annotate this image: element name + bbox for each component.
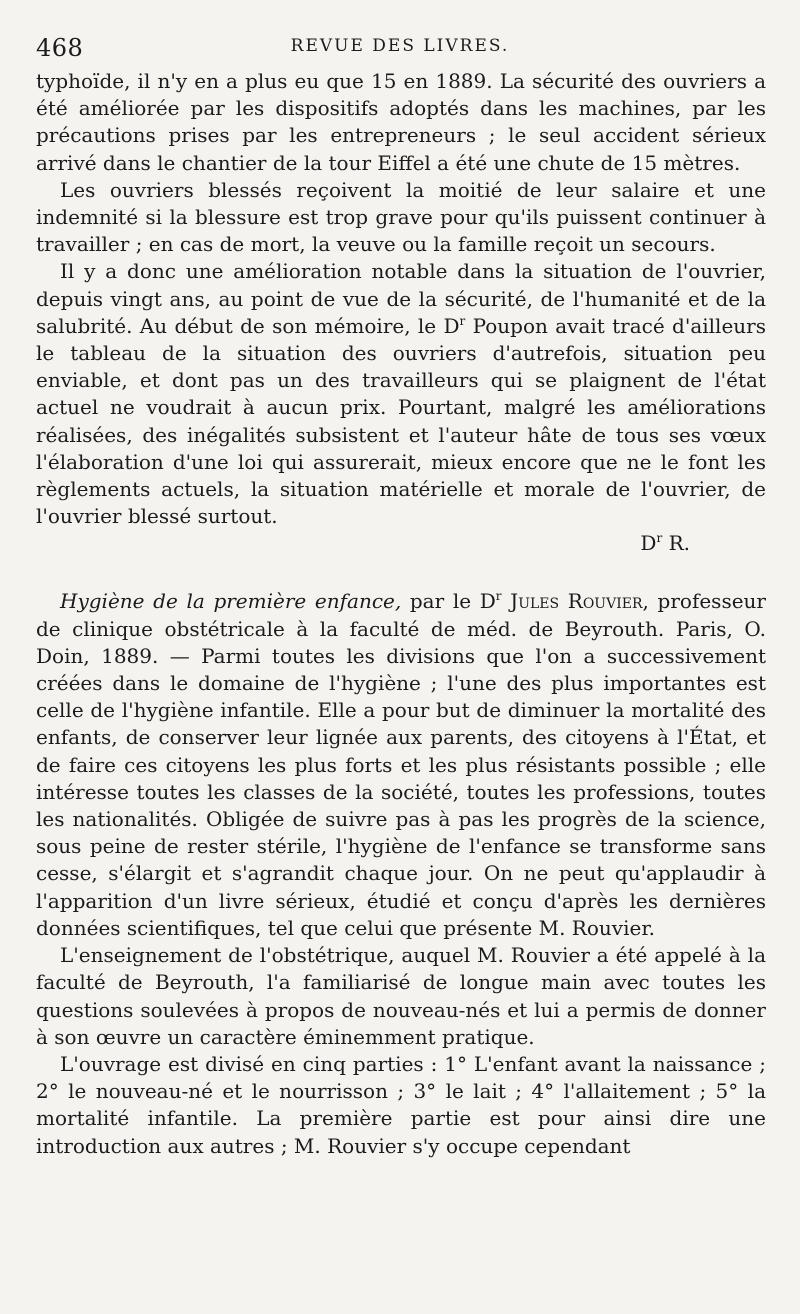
- review2-paragraph-3: L'ouvrage est divisé en cinq parties : 1° L'enfant avant la naissance ; 2° le nouveau-né et le nourrisson ; 3° le lait ; 4° l'allaitement ; 5° la mortalité infantile. La première partie est pour ainsi dire une introduction aux autres ; M. Rouvier s'y occupe cependant: [36, 1051, 766, 1158]
- review1-paragraph-1: typhoïde, il n'y en a plus eu que 15 en 1889. La sécurité des ouvriers a été améliorée par les dispositifs adoptés dans les machines, par les précautions prises par les entrepreneurs ; le seul accident sérieux arrivé dans le chantier de la tour Eiffel a été une chute de 15 mètres.: [36, 69, 766, 175]
- review2-by-sup: r: [495, 589, 502, 604]
- review1-paragraph-3-text-a: Il y a donc une amélioration notable dans la situation de l'ouvrier, depuis vingt ans, au point de vue de la sécurité, de l'humanité et de la salubrité. Au début de son mémoire, le D: [36, 259, 766, 338]
- review1-paragraph-2: Les ouvriers blessés reçoivent la moitié de leur salaire et une indemnité si la blessure est trop grave pour qu'ils puissent continuer à travailler ; en cas de mort, la veuve ou la famille reçoit un secours.: [36, 177, 766, 257]
- review2-author: Jules Rouvier,: [501, 589, 649, 614]
- running-head: REVUE DES LIVRES.: [290, 36, 510, 56]
- doctor-abbrev-sup: r: [459, 313, 466, 328]
- review2-paragraph-1: [36, 588, 766, 942]
- page-body: [36, 68, 766, 1160]
- review1-paragraph-3: [36, 258, 766, 530]
- review1-signature: [36, 530, 766, 588]
- review2-paragraph-2: L'enseignement de l'obstétrique, auquel M. Rouvier a été appelé à la faculté de Beyrouth, l'a familiarisé de longue main avec toutes les questions soulevées à propos de nouveau-nés et lui a permis de donner à son œuvre un caractère éminemment pratique.: [36, 943, 766, 1049]
- review2-citation: professeur de clinique obstétricale à la faculté de méd. de Beyrouth. Paris, O. Doin, 1889. — Parmi toutes les divisions que l'on a successivement créées dans le domaine de l'hygiène ; l'une des plus importantes est celle de l'hygiène infantile. Elle a pour but de diminuer la mortalité des enfants, de conserver leur lignée aux parents, des citoyens à l'État, et de faire ces citoyens les plus forts et les plus résistants possible ; elle intéresse toutes les classes de la société, toutes les professions, toutes les nationalités. Obligée de suivre pas à pas les progrès de la science, sous peine de rester stérile, l'hygiène de l'enfance se transforme sans cesse, s'élargit et s'agrandit chaque jour. On ne peut qu'applaudir à l'apparition d'un livre sérieux, étudié et conçu d'après les dernières données scientifiques, tel que celui que présente M. Rouvier.: [36, 589, 766, 940]
- signature-d: D: [640, 531, 657, 556]
- review2-book-title: Hygiène de la première enfance,: [60, 589, 402, 614]
- page-number: 468: [36, 34, 84, 62]
- signature-sup: r: [656, 531, 663, 546]
- signature-initial: R.: [662, 531, 690, 556]
- review2-by: par le D: [401, 589, 496, 614]
- review1-paragraph-3-text-b: Poupon avait tracé d'ailleurs le tableau de la situation des ouvriers d'autrefois, situation peu enviable, et dont pas un des travailleurs qui se plaignent de l'état actuel ne voudrait à aucun prix. Pourtant, malgré les améliorations réalisées, des inégalités subsistent et l'auteur hâte de tous ses vœux l'élaboration d'une loi qui assurerait, mieux encore que ne le font les règlements actuels, la situation matérielle et morale de l'ouvrier, de l'ouvrier blessé surtout.: [36, 313, 766, 529]
